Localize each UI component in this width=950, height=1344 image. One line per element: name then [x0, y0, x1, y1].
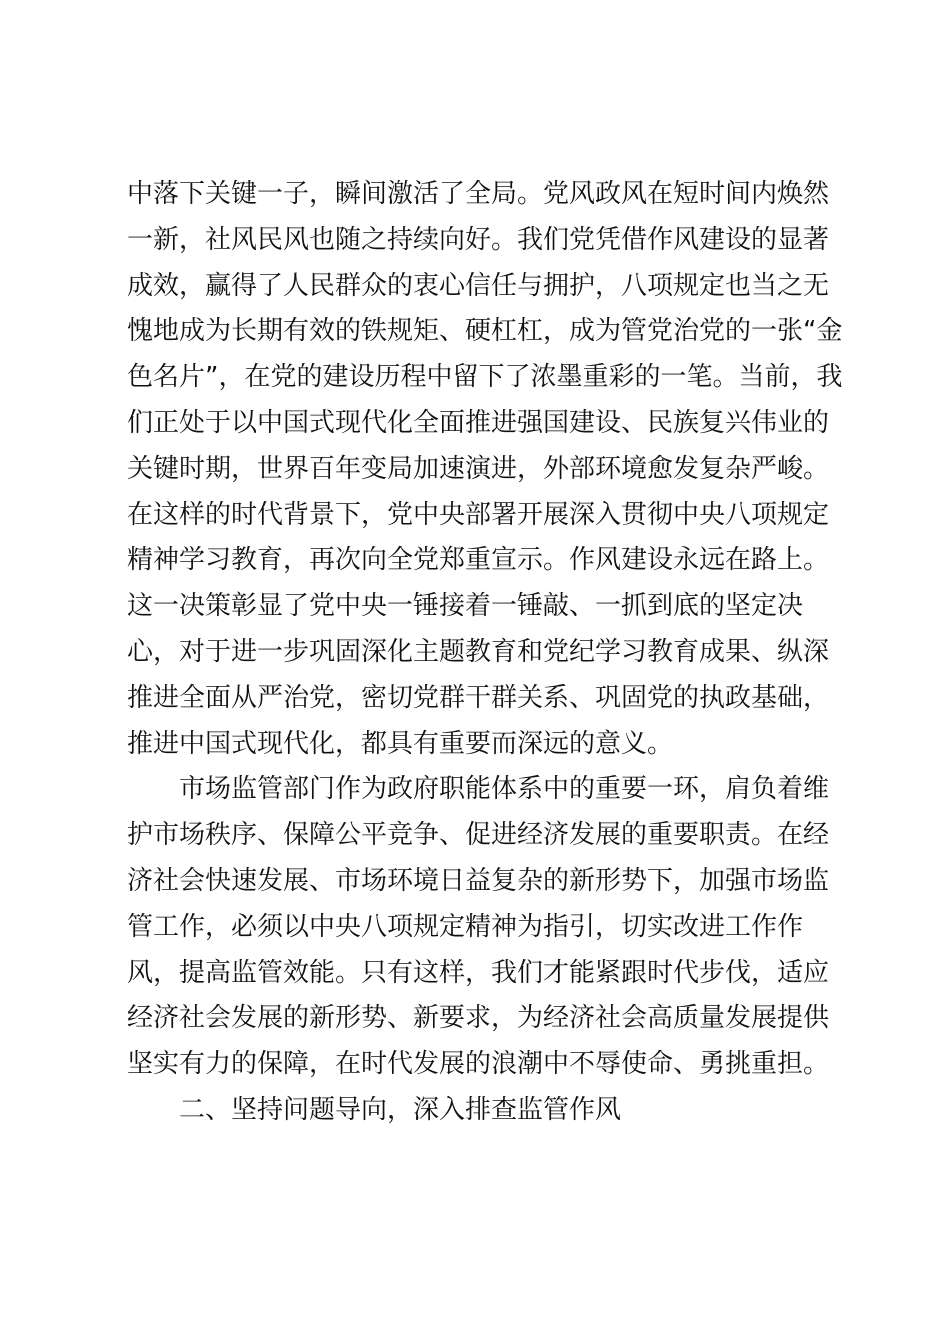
text-line: 在这样的时代背景下，党中央部署开展深入贯彻中央八项规定: [127, 499, 830, 530]
text-line: 济社会快速发展、市场环境日益复杂的新形势下，加强市场监: [127, 865, 830, 896]
text-line: 坚实有力的保障，在时代发展的浪潮中不辱使命、勇挑重担。: [127, 1049, 830, 1080]
text-line: 们正处于以中国式现代化全面推进强国建设、民族复兴伟业的: [127, 407, 830, 438]
text-line: 愧地成为长期有效的铁规矩、硬杠杠，成为管党治党的一张“金: [127, 316, 843, 347]
text-line: 护市场秩序、保障公平竞争、促进经济发展的重要职责。在经: [127, 820, 830, 851]
section-heading: 二、坚持问题导向，深入排查监管作风: [179, 1094, 622, 1125]
paragraph-context: [127, 172, 843, 767]
text-line: 这一决策彰显了党中央一锤接着一锤敲、一抓到底的坚定决: [127, 591, 804, 622]
text-line: 精神学习教育，再次向全党郑重宣示。作风建设永远在路上。: [127, 545, 830, 576]
text-line: 市场监管部门作为政府职能体系中的重要一环，肩负着维: [179, 774, 830, 805]
text-line: 推进全面从严治党，密切党群干群关系、巩固党的执政基础，: [127, 682, 830, 713]
text-line: 中落下关键一子，瞬间激活了全局。党风政风在短时间内焕然: [127, 179, 830, 209]
paragraph-market-supervision: [127, 767, 831, 1088]
body-text: [127, 172, 843, 1134]
text-line: 一新，社风民风也随之持续向好。我们党凭借作风建设的显著: [127, 224, 830, 255]
text-line: 推进中国式现代化，都具有重要而深远的意义。: [127, 728, 674, 759]
text-line: 关键时期，世界百年变局加速演进，外部环境愈发复杂严峻。: [127, 453, 830, 484]
text-line: 心，对于进一步巩固深化主题教育和党纪学习教育成果、纵深: [127, 636, 830, 667]
text-line: 成效，赢得了人民群众的衷心信任与拥护，八项规定也当之无: [127, 270, 830, 301]
text-line: 风，提高监管效能。只有这样，我们才能紧跟时代步伐，适应: [127, 957, 830, 988]
text-line: 色名片”，在党的建设历程中留下了浓墨重彩的一笔。当前，我: [127, 362, 843, 393]
text-line: 经济社会发展的新形势、新要求，为经济社会高质量发展提供: [127, 1003, 830, 1034]
text-line: 管工作，必须以中央八项规定精神为指引，切实改进工作作: [127, 911, 804, 942]
